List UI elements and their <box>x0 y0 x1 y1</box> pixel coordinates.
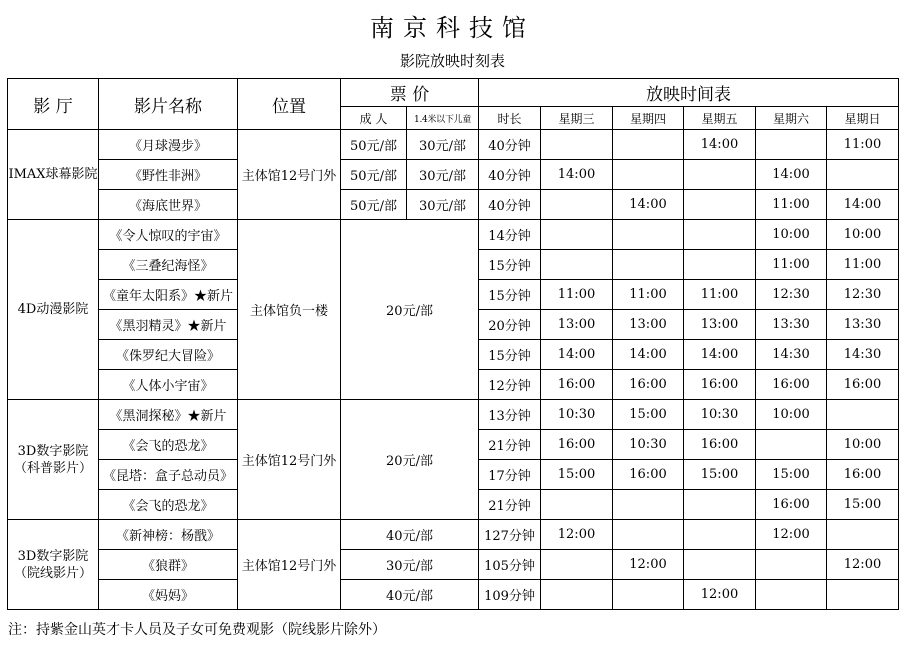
showtime <box>827 160 899 190</box>
header-child: 1.4米以下儿童 <box>407 107 479 130</box>
showtime <box>541 190 613 220</box>
table-row <box>8 580 899 610</box>
showtime <box>613 220 684 250</box>
showtime <box>541 580 613 610</box>
showtime: 10:30 <box>613 430 684 460</box>
showtime <box>684 220 756 250</box>
film-name: 《童年太阳系》★新片 <box>99 280 238 310</box>
hall-location: 主体馆12号门外 <box>238 400 341 520</box>
film-name: 《昆塔：盒子总动员》 <box>99 460 238 490</box>
header-location: 位置 <box>238 79 341 130</box>
footnote: 注：持紫金山英才卡人员及子女可免费观影（院线影片除外） <box>8 622 386 638</box>
showtime: 12:00 <box>684 580 756 610</box>
ticket-price: 40元/部 <box>341 580 479 610</box>
showtime: 13:00 <box>684 310 756 340</box>
film-duration: 21分钟 <box>479 490 541 520</box>
showtime: 12:00 <box>613 550 684 580</box>
ticket-price: 20元/部 <box>341 220 479 400</box>
schedule-table <box>7 78 899 610</box>
table-row <box>8 550 899 580</box>
showtime: 10:00 <box>756 220 827 250</box>
showtime <box>541 130 613 160</box>
showtime <box>827 580 899 610</box>
showtime: 10:00 <box>756 400 827 430</box>
showtime: 11:00 <box>827 130 899 160</box>
showtime <box>684 490 756 520</box>
showtime <box>541 490 613 520</box>
showtime: 16:00 <box>827 370 899 400</box>
film-duration: 40分钟 <box>479 130 541 160</box>
showtime <box>756 430 827 460</box>
film-name: 《妈妈》 <box>99 580 238 610</box>
header-day: 星期日 <box>827 107 899 130</box>
showtime: 10:00 <box>827 220 899 250</box>
showtime: 12:00 <box>541 520 613 550</box>
showtime <box>827 400 899 430</box>
showtime: 14:00 <box>827 190 899 220</box>
film-name: 《野性非洲》 <box>99 160 238 190</box>
hall-name-line: 3D数字影院 <box>17 548 89 564</box>
showtime <box>684 160 756 190</box>
showtime: 16:00 <box>613 370 684 400</box>
showtime: 15:00 <box>756 460 827 490</box>
film-duration: 127分钟 <box>479 520 541 550</box>
child-price: 30元/部 <box>407 130 479 160</box>
showtime: 13:00 <box>613 310 684 340</box>
film-duration: 20分钟 <box>479 310 541 340</box>
showtime <box>613 130 684 160</box>
film-duration: 14分钟 <box>479 220 541 250</box>
showtime: 16:00 <box>684 430 756 460</box>
showtime <box>541 550 613 580</box>
showtime: 14:00 <box>684 340 756 370</box>
ticket-price: 20元/部 <box>341 400 479 520</box>
hall-location: 主体馆12号门外 <box>238 520 341 610</box>
table-row <box>8 520 899 550</box>
showtime: 14:30 <box>827 340 899 370</box>
showtime: 14:00 <box>541 340 613 370</box>
header-duration: 时长 <box>479 107 541 130</box>
showtime: 13:30 <box>756 310 827 340</box>
film-duration: 17分钟 <box>479 460 541 490</box>
showtime: 11:00 <box>756 250 827 280</box>
showtime: 12:00 <box>827 550 899 580</box>
showtime: 11:00 <box>613 280 684 310</box>
hall-name <box>8 400 99 520</box>
hall-name-line: 3D数字影院 <box>17 443 89 459</box>
showtime <box>613 490 684 520</box>
showtime: 16:00 <box>541 430 613 460</box>
showtime <box>541 220 613 250</box>
showtime <box>613 580 684 610</box>
showtime <box>756 580 827 610</box>
film-duration: 15分钟 <box>479 250 541 280</box>
showtime <box>827 520 899 550</box>
film-duration: 21分钟 <box>479 430 541 460</box>
showtime: 15:00 <box>541 460 613 490</box>
showtime: 11:00 <box>827 250 899 280</box>
header-row <box>8 79 899 107</box>
header-film: 影片名称 <box>99 79 238 130</box>
showtime <box>684 520 756 550</box>
showtime <box>684 190 756 220</box>
film-name: 《令人惊叹的宇宙》 <box>99 220 238 250</box>
film-name: 《会飞的恐龙》 <box>99 490 238 520</box>
showtime <box>541 250 613 280</box>
showtime <box>756 550 827 580</box>
film-duration: 15分钟 <box>479 340 541 370</box>
showtime <box>613 250 684 280</box>
showtime: 15:00 <box>827 490 899 520</box>
showtime: 16:00 <box>541 370 613 400</box>
showtime: 11:00 <box>756 190 827 220</box>
adult-price: 50元/部 <box>341 190 407 220</box>
showtime: 12:30 <box>827 280 899 310</box>
film-name: 《新神榜：杨戬》 <box>99 520 238 550</box>
adult-price: 50元/部 <box>341 160 407 190</box>
film-duration: 12分钟 <box>479 370 541 400</box>
film-name: 《狼群》 <box>99 550 238 580</box>
showtime: 16:00 <box>827 460 899 490</box>
header-day: 星期六 <box>756 107 827 130</box>
table-row <box>8 130 899 160</box>
hall-name: IMAX球幕影院 <box>8 130 99 220</box>
ticket-price: 40元/部 <box>341 520 479 550</box>
showtime: 14:00 <box>613 340 684 370</box>
hall-location: 主体馆负一楼 <box>238 220 341 400</box>
film-duration: 105分钟 <box>479 550 541 580</box>
film-name: 《黑羽精灵》★新片 <box>99 310 238 340</box>
film-duration: 13分钟 <box>479 400 541 430</box>
showtime: 16:00 <box>756 490 827 520</box>
adult-price: 50元/部 <box>341 130 407 160</box>
header-adult: 成 人 <box>341 107 407 130</box>
hall-name-line: （科普影片） <box>13 460 92 476</box>
table-row <box>8 400 899 430</box>
child-price: 30元/部 <box>407 190 479 220</box>
showtime: 10:30 <box>541 400 613 430</box>
header-day: 星期四 <box>613 107 684 130</box>
showtime: 14:00 <box>541 160 613 190</box>
header-hall: 影 厅 <box>8 79 99 130</box>
film-name: 《会飞的恐龙》 <box>99 430 238 460</box>
page-title: 南京科技馆 <box>370 14 535 42</box>
showtime: 12:00 <box>756 520 827 550</box>
film-duration: 15分钟 <box>479 280 541 310</box>
film-duration: 40分钟 <box>479 190 541 220</box>
showtime <box>756 130 827 160</box>
hall-name: 4D动漫影院 <box>8 220 99 400</box>
table-row <box>8 220 899 250</box>
table-row <box>8 160 899 190</box>
film-duration: 109分钟 <box>479 580 541 610</box>
header-price: 票 价 <box>341 79 479 107</box>
showtime: 10:30 <box>684 400 756 430</box>
film-name: 《月球漫步》 <box>99 130 238 160</box>
hall-location: 主体馆12号门外 <box>238 130 341 220</box>
showtime: 15:00 <box>684 460 756 490</box>
showtime: 13:30 <box>827 310 899 340</box>
showtime: 14:00 <box>756 160 827 190</box>
showtime: 14:30 <box>756 340 827 370</box>
page-subtitle: 影院放映时刻表 <box>399 52 505 70</box>
child-price: 30元/部 <box>407 160 479 190</box>
showtime: 14:00 <box>613 190 684 220</box>
showtime: 10:00 <box>827 430 899 460</box>
showtime: 16:00 <box>684 370 756 400</box>
showtime <box>613 160 684 190</box>
showtime <box>613 520 684 550</box>
ticket-price: 30元/部 <box>341 550 479 580</box>
showtime: 11:00 <box>684 280 756 310</box>
header-day: 星期三 <box>541 107 613 130</box>
film-name: 《人体小宇宙》 <box>99 370 238 400</box>
film-name: 《侏罗纪大冒险》 <box>99 340 238 370</box>
showtime <box>684 250 756 280</box>
showtime: 15:00 <box>613 400 684 430</box>
film-duration: 40分钟 <box>479 160 541 190</box>
showtime: 13:00 <box>541 310 613 340</box>
film-name: 《三叠纪海怪》 <box>99 250 238 280</box>
header-schedule: 放映时间表 <box>479 79 899 107</box>
film-name: 《黑洞探秘》★新片 <box>99 400 238 430</box>
hall-name <box>8 520 99 610</box>
showtime: 12:30 <box>756 280 827 310</box>
showtime: 11:00 <box>541 280 613 310</box>
table-row <box>8 190 899 220</box>
hall-name-line: （院线影片） <box>13 565 92 581</box>
showtime: 16:00 <box>756 370 827 400</box>
film-name: 《海底世界》 <box>99 190 238 220</box>
showtime <box>684 550 756 580</box>
showtime: 16:00 <box>613 460 684 490</box>
header-day: 星期五 <box>684 107 756 130</box>
showtime: 14:00 <box>684 130 756 160</box>
